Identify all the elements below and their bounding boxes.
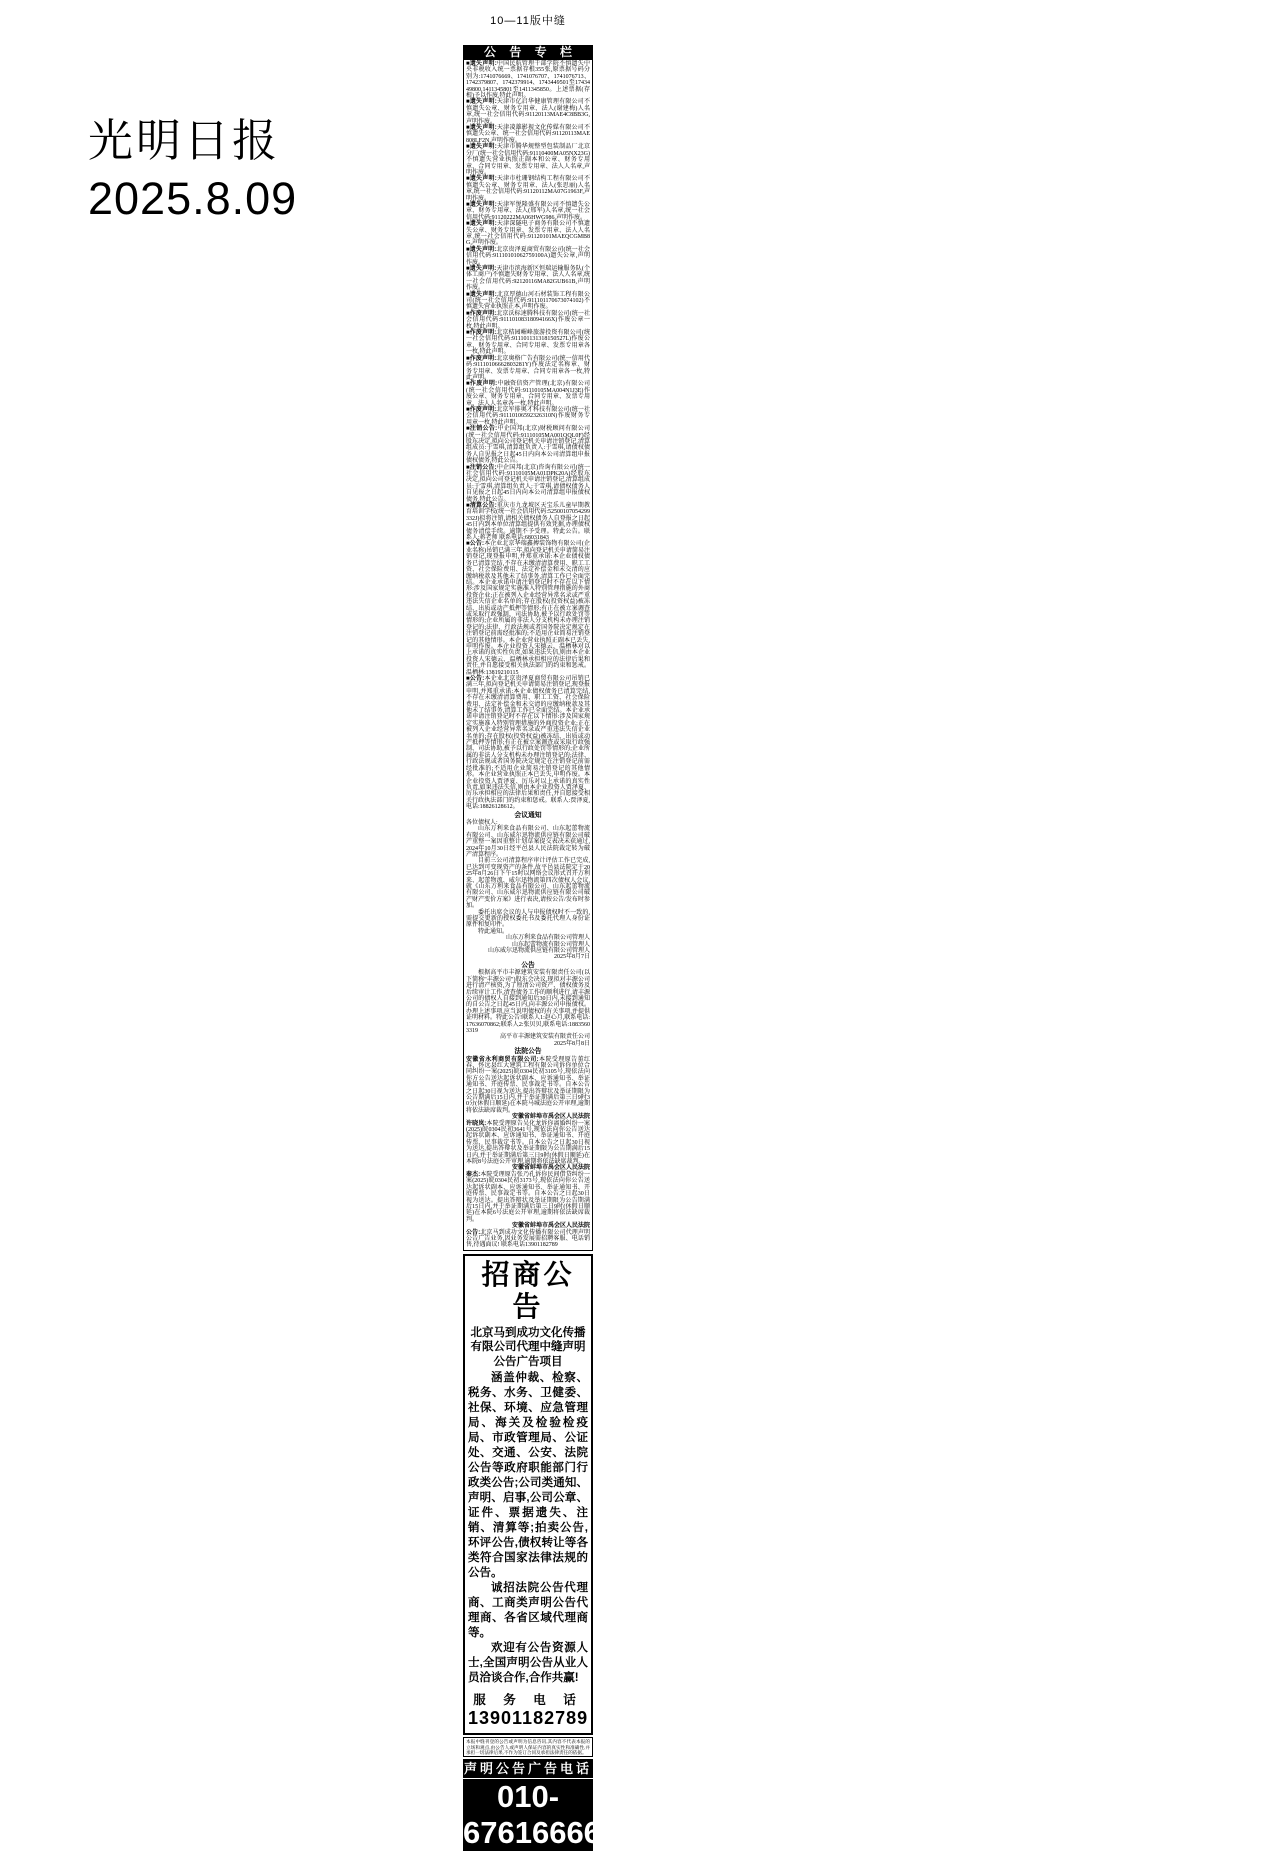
paragraph: 山东起蕾物流有限公司管理人	[511, 941, 590, 948]
notice-item: ■作废声明:北京沃标速腾科技有限公司(统一社会信用代码:91110108318094166X)作废公章一枚,特此声明。	[466, 310, 591, 330]
paragraph: 山东威尔迅物流供应链有限公司管理人	[487, 948, 590, 955]
notice-item: 秦杰:本院受理原告张乃孔诉你民间借贷纠纷一案(2025)皖0304民初3173号,现依法向你公告送达起诉状副本、应诉通知书、举证通知书、开庭传票、民事裁定书等。自本公告之日起30日视为送达。提出答辩状及举证期限为公告期满后15日内,并于举证期满后第三日9时(休假日顺延)在本院6号法庭公开审理,逾期将依法缺席裁判。	[466, 1171, 590, 1223]
paragraph: 山东万利来食品有限公司管理人	[505, 935, 590, 942]
notice-lead: ■遗失声明:	[466, 99, 497, 106]
notice-lead: ■清算公告:	[466, 503, 497, 510]
notice-lead: ■注销公告:	[466, 464, 497, 471]
service-phone-label: 服 务 电 话	[473, 1693, 583, 1708]
notice-item: ■遗失声明:天津市腾华规整型包装制品厂北京分厂(统一社会信用代码:91110400MA05NX23G)不慎遗失营业执照正副本和公章、财务专用章、合同专用章、发票专用章、法人人名章,声明作废。	[466, 144, 590, 176]
masthead-title: 光明日报	[88, 115, 281, 166]
column-body	[463, 60, 593, 1251]
notice-item: ■公告:本企业北京贵泽夏商贸有限公司吊销已满三年,拟向登记机关申请简易注销登记,现登报申明,并郑重承诺:本企业债权债务已清算完结,不存在未缴清清算费用、职工工资、社会保险费用、法定补偿金和未交清的应缴纳税款及其他未了结事务,清算工作已全面完结。本企业承诺申请注销登记时不存在以下情形:涉及国家规定实施准入特别管理措施的外商投资企业;正在被列入企业经营异常名录或严重违法失信企业名单的;存在股权(投资权益)被冻结、出质或动产抵押等情形;有正在被立案调查或采取行政强制、司法协助,被予以行政处罚等情形的;企业所属的非法人分支机构未办理注销登记的;法律、行政法规或者国务院决定规定在注销登记前需经批准的;不适用企业简易注销登记的其他情形。本企业营业执照正本已丢失,申明作废。本企业投资人贾泽夏、厉乐对以上承诺的真实性负责,如果违法失信,则由本企业投资人贾泽夏、厉乐承担相应的法律后果和责任,并自愿接受相关行政执法部门的约束和惩戒。联系人:贾泽夏,电话:18826128612。	[466, 676, 590, 811]
paragraph: 涵盖仲裁、检察、税务、水务、卫健委、社保、环境、应急管理局、海关及检验检疫局、市政管理局、公证处、交通、公安、法院公告等政府职能部门行政类公告;公司类通知、声明、启事,公司公章、证件、票据遗失、注销、清算等;拍卖公告,环评公告,债权转让等各类符合国家法律法规的公告。	[468, 1372, 588, 1580]
promo-title: 招商公告	[481, 1258, 575, 1322]
section-heading: 公告	[521, 961, 535, 969]
footer-phone-bar: 声明公告广告电话	[463, 1761, 592, 1777]
notice-lead: ■作废声明:	[466, 310, 497, 317]
paragraph: 目前三公司清算程序审计评估工作已完成,已达到可变现资产的条件,故平邑县法院定于2025年8月26日下午15时以网络会议形式召开万利来、起蕾物流、威尔迅物流第四次债权人会议,就《山东万利来食品有限公司、山东起蕾物流有限公司、山东威尔迅物流供应链有限公司破产财产变价方案》进行表决,请按公告/发布时参加。	[466, 858, 590, 910]
notice-lead: ■遗失声明:	[466, 266, 497, 272]
notice-lead: 秦杰:	[466, 1171, 481, 1178]
notice-item: ■注销公告:中企国邦(北京)咨询有限公司(统一社会信用代码:91110105MA01DPK20A)经股东决定,拟向公司登记机关申请注销登记,清算组成员:于雪琪,清算组负责人:于雪琪,请债权债务人自见报之日起45日内向本公司清算组申报债权债务,特此公告。	[466, 464, 591, 503]
paragraph: 欢迎有公告资源人士,全国声明公告从业人员洽谈合作,合作共赢!	[468, 1642, 588, 1685]
notice-lead: ■遗失声明:	[466, 291, 497, 298]
notice-item: ■作废声明:北京奥格广告有限公司(统一信用代码:91110106662803281Y)作废法定名称章、财务专用章、发票专用章、合同专用章各一枚,特此声明。	[466, 355, 591, 381]
promo-subtitle: 北京马到成功文化传播有限公司代理中缝声明公告广告项目	[470, 1326, 586, 1368]
notice-lead: ■公告:	[466, 541, 484, 548]
notice-lead: ■遗失声明:	[466, 61, 497, 67]
announcement-column	[463, 45, 601, 1851]
notice-lead: ■作废声明:	[466, 381, 498, 388]
notice-lead: ■作废声明:	[466, 406, 497, 413]
notice-item: ■遗失声明:北京厚德山河石材装饰工程有限公司(统一社会信用代码:911101170673074102)不慎遗失营业执照正本,声明作废。	[466, 291, 590, 311]
paragraph: 山东万利来食品有限公司、山东起蕾物流有限公司、山东威尔迅物流供应链有限公司破产重整一案因重整计划草案提交表决未获通过,2024年10月30日经平邑县人民法院裁定转为破产清算程序。	[466, 826, 590, 858]
notice-item: 公告:北京马到成功文化传播有限公司代理声明公告广告业务,因业务发展需招聘客服、电话销售,待遇面议! 联系电话13901182789	[466, 1229, 590, 1249]
notice-item: 许晓岚:本院受理原告吴化龙诉你离婚纠纷一案(2025)皖0304民初3641号,现依法向你公告送达起诉状副本、应诉通知书、举证通知书、开庭传票、民事裁定书等。自本公告之日起30日视为送达,提出答辩状及举证期限为公告期满后15日内,并于举证期满后第三日9时(休假日顺延)在本院8号法庭公开审理,逾期将依法缺席裁判。	[466, 1120, 590, 1166]
notice-lead: ■作废声明:	[466, 330, 497, 337]
notice-item: ■作废声明:中融资信资产管理(北京)有限公司(统一社会信用代码:91110105MA004N1J3E)作废公章、财务专用章、合同专用章、发票专用章、法人人名章各一枚,特此声明。	[466, 381, 590, 407]
notice-lead: ■遗失声明:	[466, 221, 497, 228]
notice-lead: ■遗失声明:	[466, 125, 497, 132]
notice-item: ■清算公告:重庆市九龙坡区天宝乐儿童早期教育培训学校(统一社会信用代码:52500107054299332J)拟将注销,请相关债权债务人自登报之日起45日内到本单位清算组提供有效凭据,办理债权债务清偿手续。逾期不予受理。特此公告。联系人:蒋老师 联系电话:68031843	[466, 503, 590, 542]
notice-lead: 许晓岚:	[466, 1120, 487, 1127]
paragraph: 诚招法院公告代理商、工商类声明公告代理商、各省区域代理商等。	[468, 1582, 588, 1640]
disclaimer-note: 本报中缝刊登的公告或声明为信息咨讯,其内容不代表本报的立场和观点,由公告人或声明人保证内容的真实性和准确性,并承担一切法律后果,不作为签订合同及承担法律责任的依据。	[463, 1737, 593, 1757]
notice-lead: 安徽省永利商贸有限公司:	[466, 1056, 539, 1063]
column-header: 公 告 专 栏	[463, 45, 593, 60]
notice-lead: ■遗失声明:	[466, 144, 497, 151]
notice-item: ■注销公告:中企国邦(北京)财税顾问有限公司(统一社会信用代码:91110105MA001QQL0F)经股东决定,拟向公司登记机关申请注销登记,清算组成员:于雪琪,清算组负责人:于雪琪,请债权债务人自见报之日起45日内向本公司清算组申报债权债务,特此公告。	[466, 426, 590, 465]
notice-item: ■遗失声明:天津军悦隆盛有限公司不慎遗失公章、财务专用章、法人(邢军)人名章,统一社会信用代码:91120222MA06HWG986,声明作废。	[466, 201, 590, 221]
notice-item: ■遗失声明:天津凌雄影视文化传媒有限公司不慎遗失公章、统一社会信用代码:91120113MAE808LF2N,声明作废。	[466, 125, 590, 144]
notice-item: ■遗失声明:天津市亿启华健康管理有限公司不慎遗失公章、财务专用章、法人(谢建梅)人名章,统一社会信用代码:91120113MAE4C8BB3G,声明作废。	[466, 99, 590, 125]
notice-lead: ■遗失声明:	[466, 176, 497, 183]
paragraph: 各位债权人:	[466, 819, 498, 826]
notice-lead: ■遗失声明:	[466, 246, 497, 253]
notice-lead: ■公告:	[466, 676, 485, 682]
paragraph: 高平市丰源建筑安装有限责任公司	[499, 1034, 590, 1041]
paragraph: 特此通知。	[478, 928, 509, 935]
paragraph: 根据高平市丰源建筑安装有限责任公司(以下简称"丰源公司")股东会决议,现拟对丰源公司进行清产核资,为了厘清公司资产、债权债务及后续审计工作,清查债务工作的顺利进行,请丰源公司的债权人自接到通知后30日内,未接到通知的自公告之日起45日内,向丰源公司申报债权。办理上述事项,应当说明债权的有关事项,并提供证明材料。特此公告!联系人1:赵心月,联系电话:17636070862;联系人2:张贝贝,联系电话:18835603319	[466, 970, 590, 1034]
paragraph: 安徽省蚌埠市禹会区人民法院	[511, 1114, 590, 1121]
notice-item: ■遗失声明:中国民航管理干部学院不慎遗失中央非税收入统一票据存根355张,原票据号码分别为:1741076669、1741076707、1741076713、1742379807、1742379914、1743449501至1743449800,1411345801至1411345850。上述票据(存根)予以作废,特此声明。	[466, 61, 590, 100]
service-phone-number: 13901182789	[468, 1708, 589, 1729]
paragraph: 委托出席会议的人与申报债权时不一致的,需提交更新的授权委托书及委托代理人身份证原件和复印件。	[466, 909, 590, 929]
notice-lead: 公告:	[466, 1229, 481, 1236]
notice-item: ■作废声明:北京军排奥才科技有限公司(统一社会信用代码:91110106592326310N)作废财务专用章一枚,特此声明。	[466, 406, 591, 426]
paragraph: 2025年8月8日	[553, 1040, 590, 1047]
notice-lead: ■注销公告:	[466, 426, 498, 433]
paragraph: 2025年8月7日	[553, 954, 590, 961]
promo-box	[463, 1254, 593, 1736]
paragraph: 安徽省蚌埠市禹会区人民法院	[511, 1165, 590, 1172]
footer-phone-number: 010-67616666	[463, 1779, 601, 1851]
notice-item: ■公告:本企业北京华瑞鑫搏装饰物有限公司(企业名称)吊销已满三年,拟向登记机关申请简易注销登记,现登报申明,并郑重承诺:本企业债权债务已清算完结,不存在未缴清清算费用、职工工资、社会保险费用、法定补偿金和未交清的应缴纳税款及其他未了结事务,清算工作已全面完结。本企业承诺申请注销登记时不存在以下情形:涉及国家规定实施准入特别管理措施的外商投资企业;正在被列入企业经营异常名录或严重违法失信企业名单的;存在股权(投资权益)被冻结、出质或动产抵押等情形;有正在被立案调查或采取行政强制、司法协助,被予以行政处罚等情形的;企业所属的非法人分支机构未办理注销登记的;法律、行政法规或者国务院决定规定在注销登记前需经批准的;不适用企业简易注销登记的其他情形。本企业营业执照正副本已丢失,申明作废。本企业投资人宋德云、温栖林对以上承诺的真实性负责,如果违法失信,则由本企业投资人宋德云、温栖林承担相应的法律后果和责任,并自愿接受相关执法部门的约束和惩戒。温栖林:13819210115	[466, 541, 591, 676]
page-gutter-label: 10—11版中缝	[490, 15, 566, 27]
paragraph: 安徽省蚌埠市禹会区人民法院	[511, 1223, 590, 1230]
masthead	[88, 112, 297, 228]
notice-item: 安徽省永利商贸有限公司:本院受理原告董红春、怀远县红大建筑工程有限公司诉你单位合同纠纷一案(2025)皖0304民初3105号,现依法向你方公告送达起诉状副本、应诉通知书、举证通知书、开庭传票、民事裁定书等。自本公告之日起30日视为送达,提出答辩状及举证期限为公告期满后15日内,并于举证期满后第三日9时30分(休假日顺延)在本院马城法庭公开审理,逾期将依法缺席裁判。	[466, 1056, 590, 1114]
notice-item: ■作废声明:北京桔园嵋峰旅游投资有限公司(统一社会信用代码:911101131318150527L)作废公章、财务专用章、合同专用章、发票专用章各一枚,特此声明。	[466, 330, 591, 356]
section-heading: 法院公告	[514, 1048, 542, 1056]
section-heading: 会议通知	[514, 811, 542, 819]
notice-item: ■遗失声明:天津深隧电子商务有限公司不慎遗失公章、财务专用章、发票专用章、法人人名章,统一社会信用代码:91120101MAEQCGMB8G,声明作废。	[466, 221, 590, 247]
notice-item: ■遗失声明:天津市杜珊钢结构工程有限公司不慎遗失公章、财务专用章、法人(张思丽)人名章,统一社会信用代码:91120112MA07G1963F,声明作废。	[466, 176, 590, 202]
notice-lead: ■遗失声明:	[466, 201, 497, 208]
promo-body	[468, 1371, 588, 1686]
notice-lead: ■作废声明:	[466, 355, 497, 362]
masthead-date: 2025.8.09	[88, 173, 298, 224]
notice-item: ■遗失声明:北京贵泽夏商贸有限公司(统一社会信用代码:91110101062759100A)遗失公章,声明作废。	[466, 246, 591, 266]
notice-item: ■遗失声明:天津市滨海新区恒瑞运输服务队(个体工商户)不慎遗失财务专用章、法人人名章,统一社会信用代码:92120116MA82GUB61B,声明作废。	[466, 266, 591, 292]
